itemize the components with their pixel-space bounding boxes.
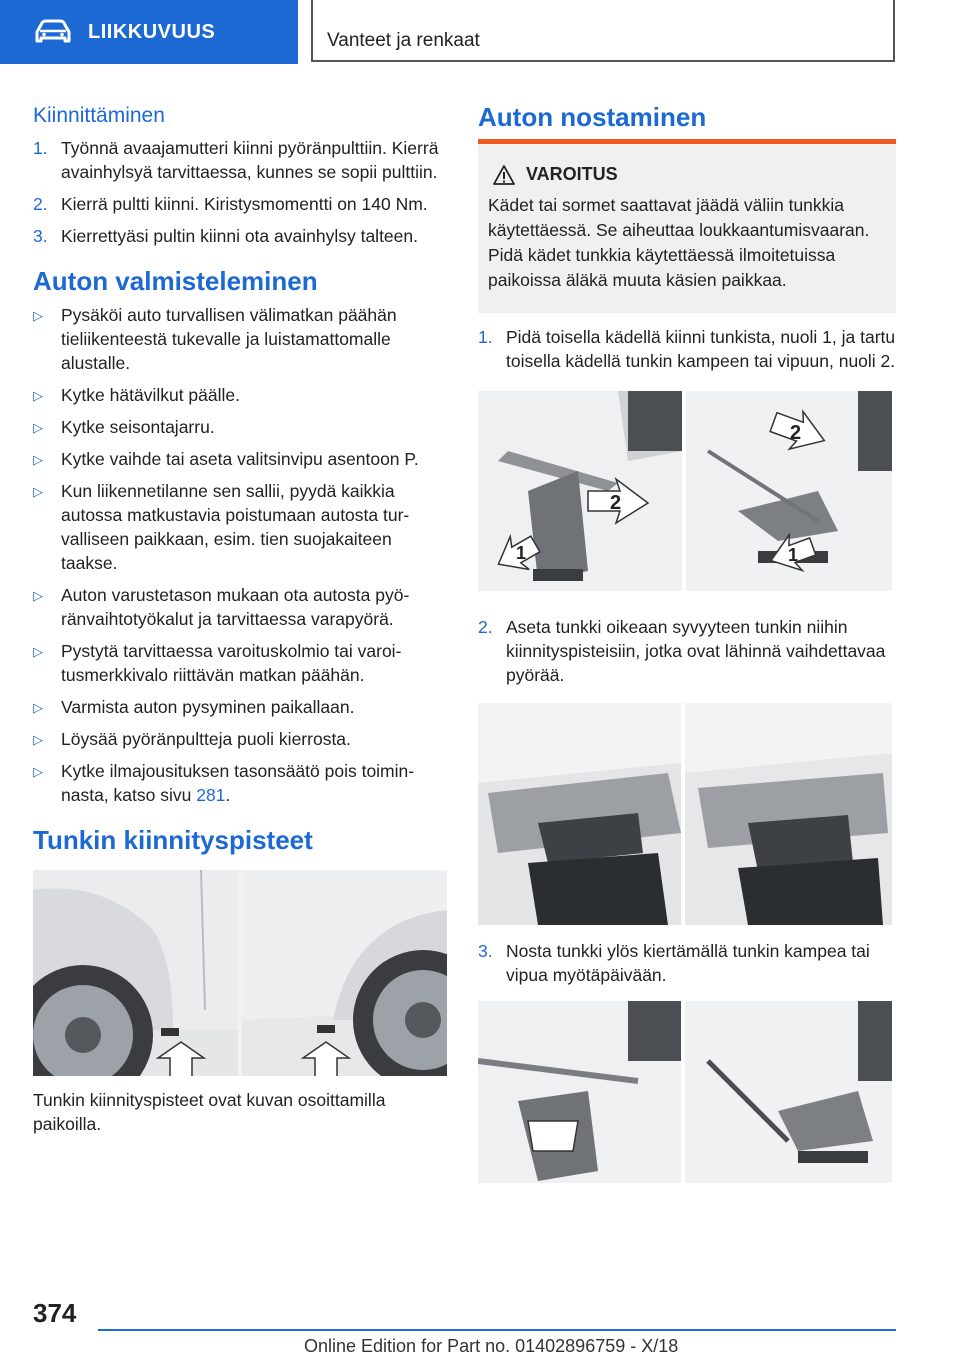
triangle-bullet-icon: ▷ [33,420,43,435]
chapter-header [311,0,895,62]
lifting-heading: Auton nostaminen [478,102,707,132]
arrow-label: 2 [610,492,622,514]
arrow-label: 1 [516,543,527,563]
arrow-label: 1 [788,545,799,565]
page-number: 374 [33,1298,77,1328]
jack-handling-image [478,391,892,591]
list-item: 2. Aseta tunkki oikeaan syvyyteen tunkin niihin kiinnityspisteisiin, jotka ovat lähinnä vaihdettavaa pyörää. [478,617,886,685]
triangle-bullet-icon: ▷ [33,388,43,403]
section-tab[interactable] [0,0,298,64]
triangle-bullet-icon: ▷ [33,700,43,715]
list-item: ▷ Kytke vaihde tai aseta valitsinvipu asentoon P. [33,447,447,471]
triangle-bullet-icon: ▷ [33,308,43,323]
list-item: ▷ Pysäköi auto turvallisen välimatkan päähän tieliikenteestä tukevalle ja luistamattomalle alustalle. [33,305,397,373]
section-title: LIIKKUVUUS [88,20,216,43]
warning-triangle-icon [492,164,516,186]
jack-points-image [33,870,447,1076]
prep-list [33,303,447,807]
footer-rule [98,1329,896,1331]
chapter-title: Vanteet ja renkaat [327,30,480,51]
lift-steps [478,325,896,373]
list-item: ▷ Löysää pyöränpultteja puoli kierrosta. [33,727,447,751]
list-item: ▷ Kytke hätävilkut päälle. [33,383,447,407]
jack-position-image [478,703,892,925]
car-icon [34,19,72,45]
triangle-bullet-icon: ▷ [33,732,43,747]
list-item: 1. Pidä toisella kädellä kiinni tunkista, nuoli 1, ja tartu toisella kädellä tunkin kampeen tai vipuun, nuoli 2. [478,327,896,371]
arrow-label: 2 [790,422,802,444]
list-item: 1. Työnnä avaajamutteri kiinni pyöränpulttiin. Kierrä avainhylsyä tarvittaessa, kunnes se sopii pulttiin. [33,138,439,182]
list-item: 3. Kierrettyäsi pultin kiinni ota avainhylsy talteen. [33,226,418,246]
triangle-bullet-icon: ▷ [33,588,43,603]
lift-steps-2 [478,615,896,687]
left-column [33,96,447,1136]
triangle-bullet-icon: ▷ [33,484,43,499]
edition-text: Online Edition for Part no. 01402896759 - X/18 [304,1336,679,1356]
list-item: ▷ Kun liikennetilanne sen sallii, pyydä kaikkia autossa matkustavia poistumaan autosta turvalliseen paikkaan, esim. tien suojakaiteen taakse. [33,481,410,573]
triangle-bullet-icon: ▷ [33,644,43,659]
jack-crank-image [478,1001,892,1183]
list-item: 2. Kierrä pultti kiinni. Kiristysmomentti on 140 Nm. [33,194,428,214]
fastening-steps [33,136,447,248]
list-item: ▷ Pystytä tarvittaessa varoituskolmio tai varoitusmerkkivalo riittävän matkan päähän. [33,641,402,685]
warning-box [478,144,896,313]
warning-title: VAROITUS [526,164,618,184]
points-heading: Tunkin kiinnityspisteet [33,825,313,855]
prep-heading: Auton valmisteleminen [33,266,318,296]
triangle-bullet-icon: ▷ [33,764,43,779]
list-item: ▷ Auton varustetason mukaan ota autosta pyöränvaihtotyökalut ja tarvittaessa varapyörä. [33,585,410,629]
list-item: 3. Nosta tunkki ylös kiertämällä tunkin kampea tai vipua myötäpäivään. [478,941,870,985]
list-item: ▷ Kytke seisontajarru. [33,415,447,439]
triangle-bullet-icon: ▷ [33,452,43,467]
points-caption: Tunkin kiinnityspisteet ovat kuvan osoittamilla paikoilla. [33,1090,386,1134]
page-link[interactable]: 281 [196,785,226,805]
lift-steps-3 [478,939,896,987]
warning-text: Kädet tai sormet saattavat jäädä väliin tunkkia käytettäessä. Se aiheuttaa loukkaantumisvaaran. Pidä kädet tunkkia käytettäessä ilmoitetuissa paikoissa äläkä muuta käsien paikkaa. [488,195,870,290]
fastening-heading: Kiinnittäminen [33,104,165,127]
right-column [478,96,896,1183]
list-item: ▷ Kytke ilmajousituksen tasonsäätö pois toiminnasta, katso sivu 281. [33,761,415,805]
list-item: ▷ Varmista auton pysyminen paikallaan. [33,695,447,719]
